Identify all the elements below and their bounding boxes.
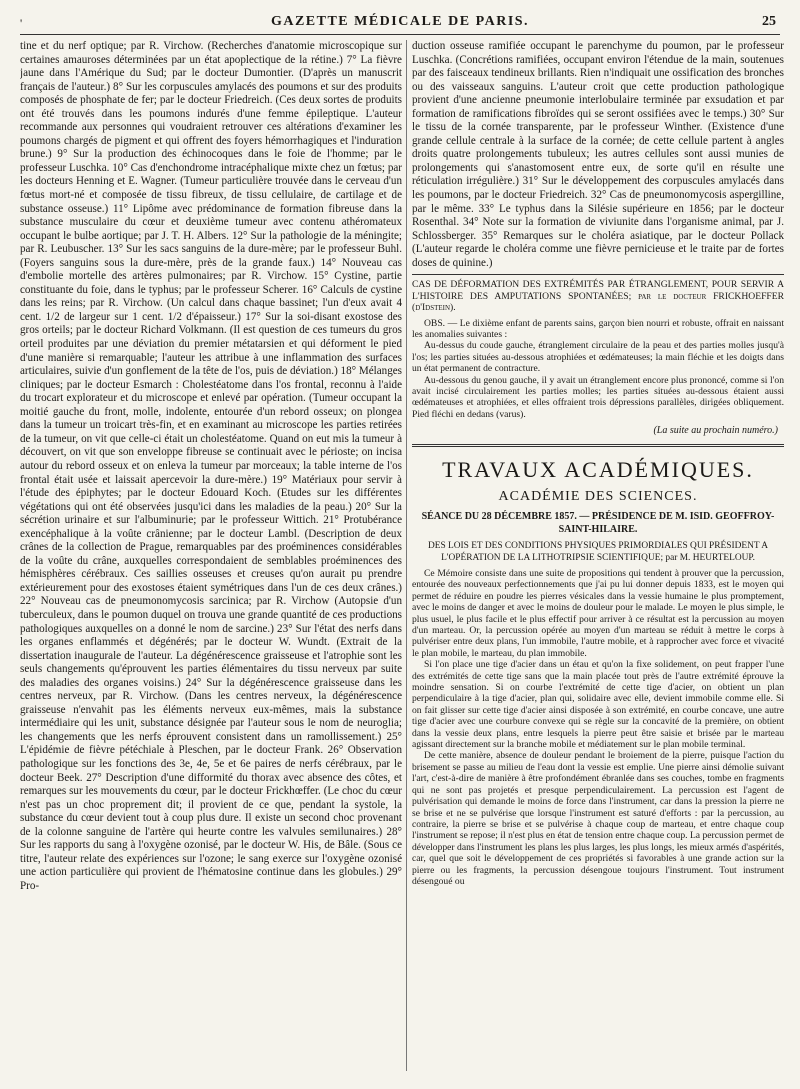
case-paragraph-1: Au-dessus du coude gauche, étranglement circulaire de la peau et des parties molles jusqu'à l'os; les parties situées au-dessous atrophiées et œdémateuses; la main fléchie et les doigts dans un état permanent de contracture.	[412, 340, 784, 375]
divider	[412, 274, 784, 275]
to-be-continued: (La suite au prochain numéro.)	[653, 425, 778, 437]
left-column	[20, 40, 402, 1071]
session-line: SÉANCE DU 28 DÉCEMBRE 1857. — PRÉSIDENCE DE M. ISID. GEOFFROY-SAINT-HILAIRE.	[421, 511, 775, 535]
paper-paragraph-2: Si l'on place une tige d'acier dans un étau et qu'on la fixe solidement, on peut frapper l'une des extrémités de cette tige sans que la main placée tout près de l'autre extrémité éprouve la moindre sensation. Si on courbe l'extrémité de cette tige d'acier, on obtient un plan perpendiculaire à la tige d'acier, plan qui, solidaire avec elle, devient immobile comme elle. Si on fait glisser sur cette tige d'acier ainsi disposée à son extrémité, en courbe concave, une autre tige d'acier avec une courbure convexe qui se règle sur la concavité de la première, on obtient dans la vessie deux plans, entre lesquels la pierre peut être saisie et brisée par le marteau agissant directement sur la branche mobile et médiatement sur le plan mobile terminal.	[412, 659, 784, 751]
paper-title: DES LOIS ET DES CONDITIONS PHYSIQUES PRIMORDIALES QUI PRÉSIDENT A L'OPÉRATION DE LA LITHOTRIPSIE SCIENTIFIQUE; par M. HEURTELOUP.	[427, 541, 769, 563]
right-column	[412, 40, 784, 1071]
case-paragraph-2: Au-dessous du genou gauche, il y avait un étranglement encore plus prononcé, comme si l'on avait incisé circulairement les parties molles; les parties situées au-dessous étaient aussi œdémateuses et atrophiées, et elles offraient trois dépressions parallèles, dirigées obliquement. Pied fléchi en dedans (varus).	[412, 374, 784, 420]
bibliography-continuation: duction osseuse ramifiée occupant le parenchyme du poumon, par le professeur Luschka. (Concrétions ramifiées, occupant environ l'étendue de la main, soutenues par des faisceaux tendineux brillants. Rien n'indiquait une ossification des bronches ou des vaisseaux sanguins. L'auteur croit que cette production pathologique provient d'une ancienne pneumonie interlobulaire terminée par exsudation et par formation de ramifications fibroïdes qui se seront ossifiées avec le temps.) 30° Sur le tissu de la cornée transparente, par le professeur Winther. (Existence d'une grande cellule centrale à la surface de la cornée; de cette cellule partent à angles droits quatre prolongements tubuleux; les autres cellules sont aussi munies de prolongements qui s'anastomosent entre eux, de sorte qu'il en résulte une réticulation irrégulière.) 31° Sur le développement des corpuscules amylacés dans les poumons, par le docteur Friedreich. 32° Cas de pneumonomycosis aspergilline, par le même. 33° Le typhus dans la Silésie supérieure en 1856; par le docteur Rosenthal. 34° Note sur la formation de viviunite dans l'organisme animal, par J. Schlossberger. 35° Remarques sur le choléra asiatique, par le docteur Pollack (L'auteur regarde le choléra comme une fièvre pernicieuse et le traite par de fortes doses de quinine.)	[412, 40, 784, 269]
header-mark: '	[20, 16, 23, 30]
page-number: 25	[762, 14, 776, 29]
paper-paragraph-1: Ce Mémoire consiste dans une suite de propositions qui tendent à prouver que la percussion, entourée des nouveaux perfectionnements que j'ai pu lui donner depuis 1833, est le moyen qui permet de réduire en poudre les pierres vésicales dans la vessie humaine le plus promptement, avec le moins de danger et avec le moins de douleur pour le malade. Le moyen le plus simple, le plus usuel, le plus facile et le plus effectif pour arriver à ce résultat est la percussion au moyen d'un marteau. Or, la percussion opérée au moyen d'un marteau se réduit à mettre le corps à pulvériser entre deux plans, l'un immobile, l'autre mobile, et à rapprocher avec force et vivacité le plan mobile, le marteau, du plan immobile.	[412, 567, 784, 659]
case-heading: CAS DE DÉFORMATION DES EXTRÉMITÉS PAR ÉTRANGLEMENT, POUR SERVIR A L'HISTOIRE DES AMPUTATIONS SPONTANÉES; par le docteur FRICKHOEFFER (d'Idstein).	[412, 279, 784, 314]
paper-paragraph-3: De cette manière, absence de douleur pendant le broiement de la pierre, puisque l'action du brisement se passe au milieu de l'eau dont la vessie est emplie. Une pierre ainsi démolie suivant l'art, c'est-à-dire de manière à être profondément ébranlée dans ses couches, tombe en fragments qui ne sont pas projetés et presque perpendiculairement. La percussion est l'agent de pulvérisation qui demande le moins de force dans l'instrument, car dans la pression la pierre ne se brise et ne se pulvérise que lorsque l'instrument est saturé d'efforts : par la percussion, au contraire, la pierre se brise et se pulvérise à chaque coup de marteau, et entre chaque coup l'instrument se repose; il n'est plus en état de tension entre chaque coup. La percussion permet de développer dans l'instrument les plans les plus larges, les plus longs, les mieux armés d'aspérités, car, quel que soit le développement de ces propriétés si favorables à une grande action sur la pierre ou les fragments, la percussion désengoue toujours l'instrument. Tout instrument désengoué ou	[412, 750, 784, 887]
page-header	[20, 12, 780, 35]
section-subtitle: ACADÉMIE DES SCIENCES.	[498, 489, 698, 505]
case-observation: OBS. — Le dixième enfant de parents sains, garçon bien nourri et robuste, offrait en naissant les anomalies suivantes :	[412, 317, 784, 340]
column-divider	[406, 40, 407, 1071]
bibliography-paragraph: tine et du nerf optique; par R. Virchow. (Recherches d'anatomie microscopique sur certaines amauroses déterminées par un état apoplectique de la rétine.) 7° La fièvre jaune dans l'Amérique du Sud; par le docteur Dumontier. (D'après un manuscrit français de l'auteur.) 8° Sur les corpuscules amylacés des poumons et sur des produits composés de phosphate de fer; par le docteur Friedreich. (Ces deux sortes de produits ont été trouvés dans les poumons indurés d'une femme épileptique. L'auteur recommande aux personnes qui voudraient retrouver ces altérations d'examiner les poumons chargés de pigment et qui offrent des foyers hémorrhagiques et l'induration brune.) 9° Sur la production des échinocoques dans le foie de l'homme; par le professeur Luschka. 10° Cas d'enchondrome intracéphalique mixte chez un fœtus; par les docteurs Henning et E. Wagner. (Tumeur particulière trouvée dans le cerveau d'un fœtus mort-né et composée de tissu fibreux, de tissu cellulaire, de cartilage et de substance osseuse.) 11° Lipôme avec prédominance de formation fibreuse dans la substance musculaire du cœur et deuxième tumeur avec contenu athéromateux occupant le bulbe aortique; par J. T. H. Albers. 12° Sur la pathologie de la méningite; par R. Leubuscher. 13° Sur les sacs sanguins de la dure-mère; par le professeur Buhl. (Foyers sanguins sous la dure-mère, près de la grande faux.) 14° Nouveau cas d'embolie mortelle des artères pulmonaires; par R. Virchow. 15° Cystine, partie constituante du foie, dans le typhus; par le professeur Scherer. 16° Calculs de cystine dans les reins; par R. Virchow. (Un calcul dans chaque bassinet; l'un d'eux avait 4 cent. 1/2 de largeur sur 1 cent. 1/2 d'épaisseur.) 17° Sur la soi-disant exostose des gros orteils; par le docteur Richard Volkmann. (Il est question de ces tumeurs du gros orteil produites par une déviation du premier métatarsien et qui déforment le pied d'une manière si remarquable; l'auteur les attribue à une inflammation des surfaces articulaires, suivie d'un gonflement de la tête de l'os, puis de déviation.) 18° Mélanges cliniques; par le docteur Esmarch : Cholestéatome dans l'os frontal, reconnu à l'aide du trocart explorateur et du microscope et enlevé par opération. (Tumeur occupant la moitié gauche du front, molle, indolente, entourée d'un rebord osseux; on plongea dans la tumeur un troicart très-fin, et en examinant au microscope les parties retirées de la tumeur, on vit que celle-ci était un cholestéatome. Quand on eut mis la tumeur à découvert, on vit que son enveloppe fibreuse se continuait avec le périoste; on incisa autour du rebord osseux et on enleva la tumeur par morceaux; la table interne de l'os frontal était usée et laissait apercevoir la dure-mère.) 19° Matériaux pour servir à l'étude des épiphytes; par le docteur Edouard Koch. (Etudes sur les différentes végétations qui ont été observées jusqu'ici dans les maladies de la peau.) 20° Sur la sécrétion urinaire et sur l'albuminurie; par le professeur Wittich. 21° Protubérance exencéphalique à la voûte crânienne; par le docteur Lambl. (Description de deux crânes de la collection de Prague, remarquables par des proéminences considérables de la voûte du crâne, auxquelles correspondaient de semblables proéminences des hémisphères cérébraux. Ces saillies osseuses et creuses qu'on aurait pu prendre extérieurement pour des exostoses étaient symétriques dans l'un de ces deux crânes.) 22° Nouveau cas de pneumonomycosis sarcinica; par R. Virchow (Autopsie d'un tuberculeux, dans le poumon duquel on trouva une grande quantité de ces productions pathologiques auxquelles on a donné le nom de sarcine.) 23° Sur l'état des nerfs dans les organes enflammés et dégénérés; par le docteur W. Wundt. (Extrait de la dissertation inaugurale de l'auteur. La dégénérescence graisseuse et l'atrophie sont les seuls changements qu'éprouvent les parties élémentaires du tissu nerveux par suite des maladies des organes voisins.) 24° Sur la dégénérescence graisseuse dans les centres nerveux, par R. Virchow. (Dans les centres nerveux, la dégénérescence graisseuse n'envahit pas les éléments nerveux eux-mêmes, mais la substance intermédiaire qui les unit, substance désignée par l'auteur sous le nom de neuroglia; les changements que les nerfs éprouvent consistent dans un ramollissement.) 25° L'épidémie de fièvre pétéchiale à Pleschen, par le docteur Frank. 26° Observation pathologique sur les fonctions des 3e, 4e, 5e et 6e paires de nerfs cérébraux, par le docteur Beek. 27° Description d'une difformité du thorax avec absence des côtes, et remarques sur les mouvements du cœur, par le docteur Frickhœffer. (Le choc du cœur n'est pas un choc proprement dit; il provient de ce que, pendant la systole, la substance du cœur devient tout à coup plus dure. Il existe un second choc provenant de la colonne sanguine de l'artère qui heurte contre les valvules semilunaires.) 28° Sur les rapports du sang à l'oxygène ozonisé, par le docteur W. His, de Bâle. (Sous ce titre, l'auteur relate des expériences sur l'ozone; le sang exerce sur l'oxygène ozonisé une action particulière qui provient de l'hématosine continue dans les globules.) 29° Pro-	[20, 40, 402, 892]
section-divider	[412, 444, 784, 447]
section-title: TRAVAUX ACADÉMIQUES.	[442, 457, 754, 483]
journal-title: GAZETTE MÉDICALE DE PARIS.	[270, 14, 530, 29]
